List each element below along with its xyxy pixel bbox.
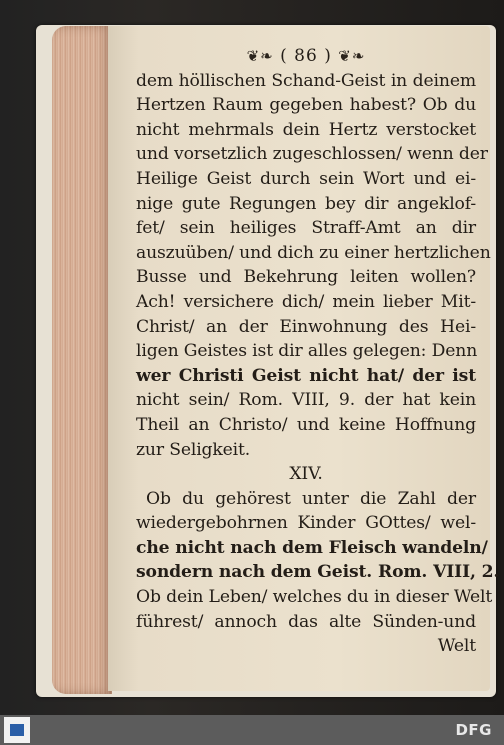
ornament-right-icon: ❦❧ <box>338 47 366 65</box>
text-line: dem höllischen Schand-Geist in deinem <box>136 70 476 91</box>
text-line: Heilige Geist durch sein Wort und ei- <box>136 168 476 189</box>
institution-logo <box>4 717 30 743</box>
page-edges <box>52 26 112 694</box>
text-line-emphasis: sondern nach dem Geist. Rom. VIII, 2. <box>136 562 500 583</box>
text-line: ligen Geistes ist dir alles gelegen: Denn <box>136 341 478 362</box>
section-heading: XIV. <box>289 464 323 485</box>
text-line: nicht sein/ Rom. VIII, 9. der hat kein <box>136 390 476 411</box>
ornament-left-icon: ❦❧ <box>246 47 274 65</box>
text-line: zur Seligkeit. <box>136 439 251 460</box>
text-line: nige gute Regungen bey dir angeklof- <box>136 193 476 214</box>
page-number-line <box>136 44 476 69</box>
text-line: Ach! versichere dich/ mein lieber Mit- <box>136 291 476 312</box>
page-number: ( 86 ) <box>280 46 332 66</box>
text-line-emphasis: che nicht nach dem Fleisch wandeln/ <box>136 537 488 558</box>
text-line-emphasis: wer Christi Geist nicht hat/ der ist <box>136 365 476 386</box>
text-line: Theil an Christo/ und keine Hoffnung <box>136 414 476 435</box>
text-line: führest/ annoch das alte Sünden-und <box>136 611 476 632</box>
text-line: Busse und Bekehrung leiten wollen? <box>136 267 476 288</box>
text-line: Ob du gehörest unter die Zahl der <box>146 488 476 509</box>
text-line: und vorsetzlich zugeschlossen/ wenn der <box>136 144 488 165</box>
text-line: Hertzen Raum gegeben habest? Ob du <box>136 95 476 116</box>
text-line: fet/ sein heiliges Straff-Amt an dir <box>136 218 476 239</box>
text-line: Christ/ an der Einwohnung des Hei- <box>136 316 476 337</box>
text-line: auszuüben/ und dich zu einer hertzlichen <box>136 242 491 263</box>
viewer-footer <box>0 715 504 745</box>
dfg-logo: DFG <box>455 721 492 739</box>
text-line: Ob dein Leben/ welches du in dieser Welt <box>136 587 493 608</box>
catchword: Welt <box>437 636 476 657</box>
book-page <box>108 26 500 691</box>
page-text <box>136 44 500 659</box>
text-line: nicht mehrmals dein Hertz verstocket <box>136 119 476 140</box>
text-line: wiedergebohrnen Kinder GOttes/ wel- <box>136 513 476 534</box>
institution-mark-icon <box>10 724 24 736</box>
